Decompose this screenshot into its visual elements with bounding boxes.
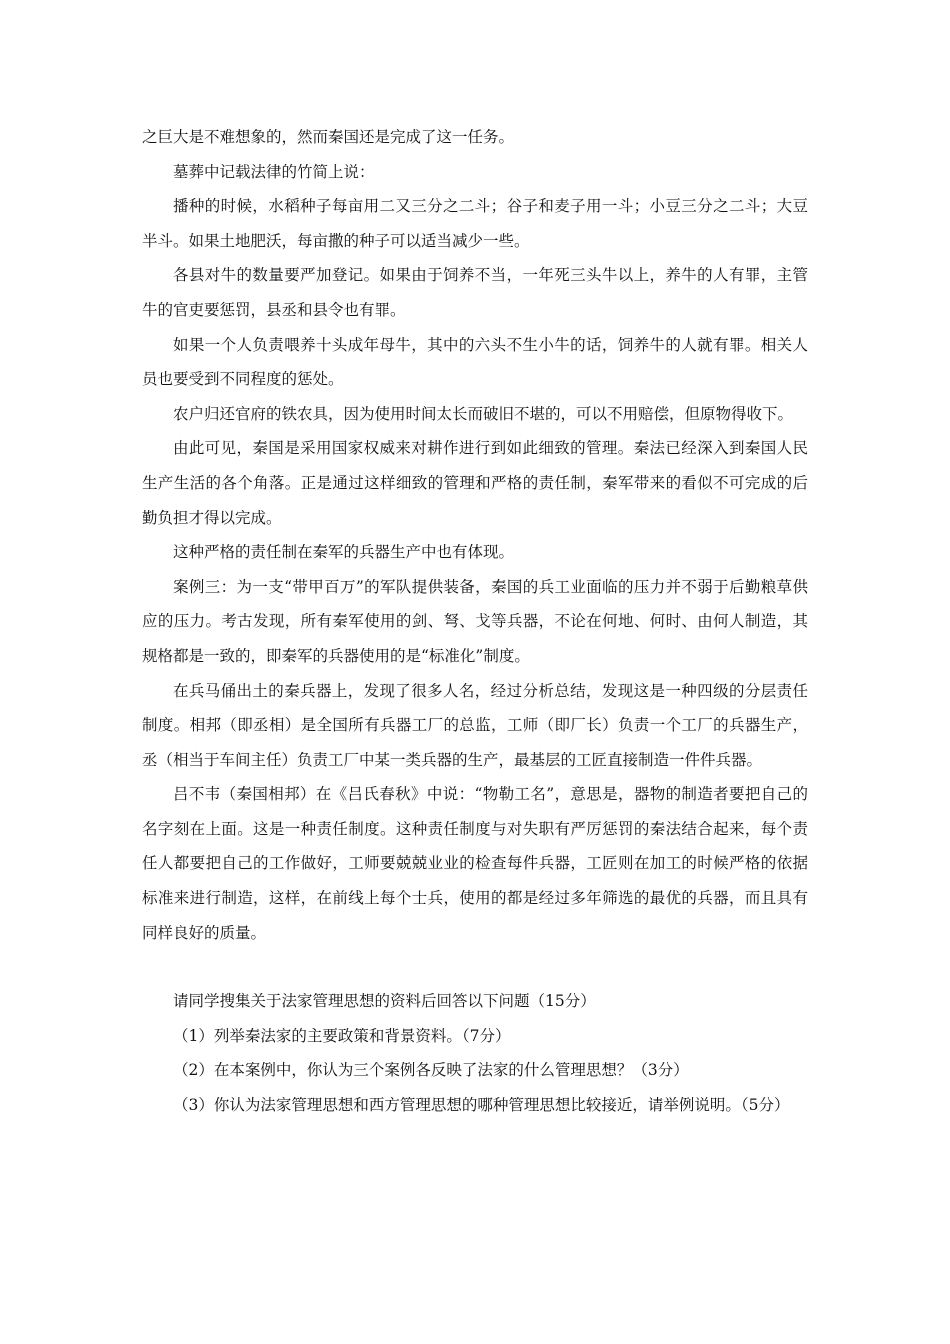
paragraph-cow-breeding: 如果一个人负责喂养十头成年母牛，其中的六头不生小牛的话，饲养牛的人就有罪。相关人员也要受到不同程度的惩处。: [142, 335, 808, 389]
question-item-1: （1）列举秦法家的主要政策和背景资料。（7分）: [173, 1026, 511, 1045]
paragraph-conclusion: 由此可见，秦国是采用国家权威来对耕作进行到如此细致的管理。秦法已经深入到秦国人民生产生活的各个角落。正是通过这样细致的管理和严格的责任制，秦军带来的看似不可完成的后勤负担才得以完成。: [142, 439, 808, 527]
document-body: [142, 120, 808, 1123]
section-gap: [142, 950, 808, 984]
paragraph-cattle-registration: 各县对牛的数量要严加登记。如果由于饲养不当，一年死三头牛以上，养牛的人有罪，主管牛的官吏要惩罚，县丞和县令也有罪。: [142, 266, 808, 319]
paragraph-iron-tools: 农户归还官府的铁农具，因为使用时间太长而破旧不堪的，可以不用赔偿，但原物得收下。: [173, 404, 794, 423]
paragraph-weapons-intro: 这种严格的责任制在秦军的兵器生产中也有体现。: [173, 543, 515, 562]
questions-section: [142, 984, 808, 1122]
paragraph-case-three: 案例三：为一支“带甲百万”的军队提供装备，秦国的兵工业面临的压力并不弱于后勤粮草供应的压力。考古发现，所有秦军使用的剑、弩、戈等兵器，不论在何地、何时、由何人制造，其规格都是一致的，即秦军的兵器使用的是“标准化”制度。: [142, 577, 808, 665]
question-item-3: （3）你认为法家管理思想和西方管理思想的哪种管理思想比较接近，请举例说明。（5分）: [173, 1096, 790, 1115]
paragraph-continuation: 之巨大是不难想象的，然而秦国还是完成了这一任务。: [142, 128, 515, 146]
paragraph-lu-buwei: 吕不韦（秦国相邦）在《吕氏春秋》中说：“物勒工名”，意思是，器物的制造者要把自己的名字刻在上面。这是一种责任制度。这种责任制度与对失职有严厉惩罚的秦法结合起来，每个责任人都要把自己的工作做好，工师要兢兢业业的检查每件兵器，工匠则在加工的时候严格的依据标准来进行制造，这样，在前线上每个士兵，使用的都是经过多年筛选的最优的兵器，而且具有同样良好的质量。: [142, 785, 808, 942]
paragraph-bamboo-slips: 墓葬中记载法律的竹简上说：: [173, 162, 375, 181]
paragraph-sowing: 播种的时候，水稻种子每亩用二又三分之二斗；谷子和麦子用一斗；小豆三分之二斗；大豆半斗。如果土地肥沃，每亩撒的种子可以适当减少一些。: [142, 197, 808, 250]
questions-intro: 请同学搜集关于法家管理思想的资料后回答以下问题（15分）: [173, 992, 596, 1011]
question-item-2: （2）在本案例中，你认为三个案例各反映了法家的什么管理思想？（3分）: [173, 1061, 689, 1080]
paragraph-responsibility-levels: 在兵马俑出土的秦兵器上，发现了很多人名，经过分析总结，发现这是一种四级的分层责任制度。相邦（即丞相）是全国所有兵器工厂的总监，工师（即厂长）负责一个工厂的兵器生产，丞（相当于车间主任）负责工厂中某一类兵器的生产，最基层的工匠直接制造一件件兵器。: [142, 681, 808, 769]
